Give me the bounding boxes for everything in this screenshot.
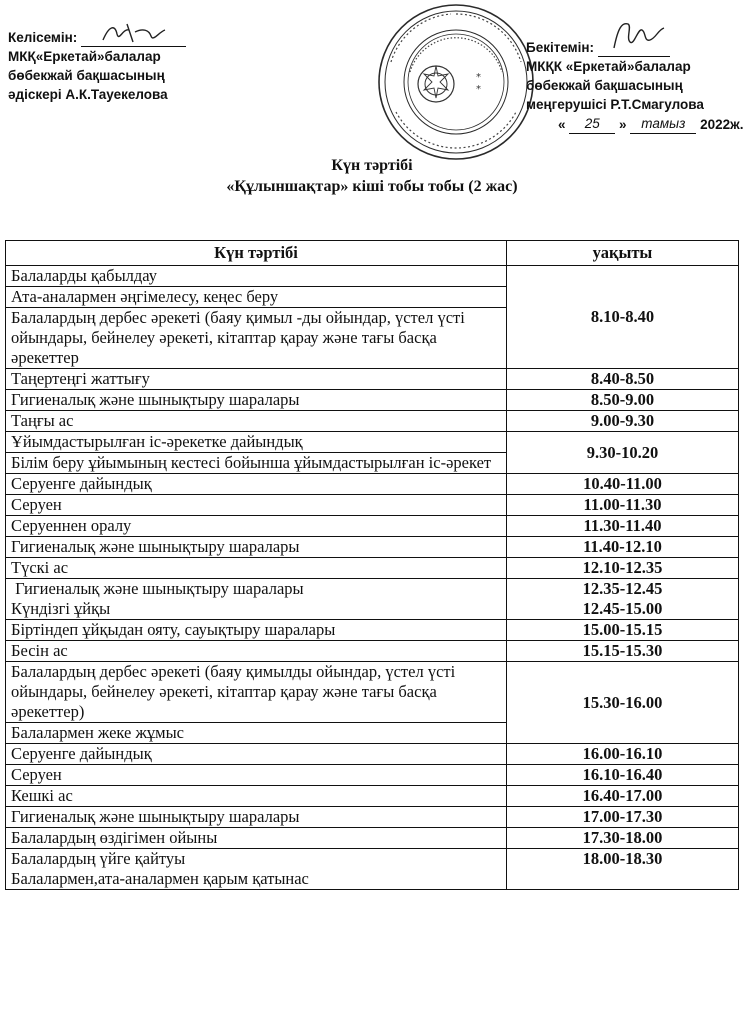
activity-cell: Ата-аналармен әңгімелесу, кеңес беру	[6, 287, 507, 308]
activity-line: Балалармен,ата-аналармен қарым қатынас	[11, 869, 309, 888]
date-year: 2022ж.	[700, 117, 744, 132]
time-cell: 11.40-12.10	[507, 537, 739, 558]
table-row	[6, 474, 739, 495]
time-cell: 17.00-17.30	[507, 807, 739, 828]
activity-cell: Серуенге дайындық	[6, 744, 507, 765]
director-name: меңгерушісі Р.Т.Смагулова	[526, 97, 704, 112]
activity-cell: Таңғы ас	[6, 411, 507, 432]
time-cell: 17.30-18.00	[507, 828, 739, 849]
activity-cell: Ұйымдастырылған іс-әрекетке дайындық	[6, 432, 507, 453]
table-row	[6, 579, 739, 620]
org-type-left: бөбекжай бақшасының	[8, 68, 165, 83]
activity-cell	[6, 579, 507, 620]
table-header-row	[6, 241, 739, 266]
activity-cell: Балалардың өздігімен ойыны	[6, 828, 507, 849]
time-cell: 16.10-16.40	[507, 765, 739, 786]
table-row	[6, 620, 739, 641]
page-title: Күн тәртібі	[331, 157, 413, 174]
time-cell: 10.40-11.00	[507, 474, 739, 495]
activity-cell: Балалардың дербес әрекеті (баяу қимылды ойындар, үстел үсті ойындары, бейнелеу әрекеті, кітаптар қарау және тағы басқа әрекеттер)	[6, 662, 507, 723]
activity-cell: Серуенге дайындық	[6, 474, 507, 495]
approval-right	[526, 38, 744, 134]
activity-cell: Серуен	[6, 495, 507, 516]
table-row	[6, 411, 739, 432]
table-row	[6, 369, 739, 390]
time-line: 12.35-12.45	[582, 579, 663, 598]
activity-cell: Серуен	[6, 765, 507, 786]
time-cell: 9.30-10.20	[507, 432, 739, 474]
svg-text:*: *	[476, 84, 481, 95]
table-row	[6, 558, 739, 579]
activity-cell: Балалармен жеке жұмыс	[6, 723, 507, 744]
svg-text:*: *	[476, 72, 481, 83]
time-cell: 16.40-17.00	[507, 786, 739, 807]
activity-cell: Біртіндеп ұйқыдан ояту, сауықтыру шаралары	[6, 620, 507, 641]
activity-cell: Гигиеналық және шынықтыру шаралары	[6, 390, 507, 411]
schedule-table	[5, 240, 739, 890]
activity-line: Гигиеналық және шынықтыру шаралары	[11, 579, 304, 598]
activity-cell	[6, 849, 507, 890]
activity-cell: Бесін ас	[6, 641, 507, 662]
signature-right	[608, 18, 668, 52]
date-month: тамыз	[641, 116, 686, 131]
table-row	[6, 432, 739, 453]
header-activity: Күн тәртібі	[6, 241, 507, 266]
agreed-label: Келісемін:	[8, 30, 78, 45]
methodist-name: әдіскері А.К.Тауекелова	[8, 87, 168, 102]
table-row	[6, 266, 739, 287]
activity-line: Балалардың үйге қайтуы	[11, 849, 186, 868]
activity-cell: Таңертеңгі жаттығу	[6, 369, 507, 390]
org-name-left: МКҚ«Еркетай»балалар	[8, 49, 161, 64]
time-cell: 9.00-9.30	[507, 411, 739, 432]
time-cell: 8.40-8.50	[507, 369, 739, 390]
org-name-right: МКҚК «Еркетай»балалар	[526, 59, 691, 74]
activity-line: Күндізгі ұйқы	[11, 599, 111, 618]
table-row	[6, 744, 739, 765]
approval-date: « 25 » тамыз 2022ж.	[558, 116, 744, 132]
table-row	[6, 495, 739, 516]
official-stamp	[376, 2, 536, 162]
header-time: уақыты	[507, 241, 739, 266]
table-row	[6, 807, 739, 828]
page-subtitle: «Құлыншақтар» кіші тобы тобы (2 жас)	[226, 178, 518, 195]
table-row	[6, 765, 739, 786]
table-row	[6, 516, 739, 537]
table-row	[6, 662, 739, 723]
table-row	[6, 390, 739, 411]
time-cell: 11.30-11.40	[507, 516, 739, 537]
activity-cell: Түскі ас	[6, 558, 507, 579]
activity-cell: Кешкі ас	[6, 786, 507, 807]
table-row	[6, 537, 739, 558]
time-line: 12.45-15.00	[582, 599, 663, 618]
time-cell: 8.10-8.40	[507, 266, 739, 369]
activity-cell: Гигиеналық және шынықтыру шаралары	[6, 807, 507, 828]
activity-cell: Балаларды қабылдау	[6, 266, 507, 287]
activity-cell: Білім беру ұйымының кестесі бойынша ұйымдастырылған іс-әрекет	[6, 453, 507, 474]
date-day: 25	[584, 116, 600, 131]
time-cell: 15.15-15.30	[507, 641, 739, 662]
table-row	[6, 641, 739, 662]
approve-label: Бекітемін:	[526, 40, 595, 55]
approval-left	[8, 28, 268, 104]
time-cell: 12.10-12.35	[507, 558, 739, 579]
activity-cell: Гигиеналық және шынықтыру шаралары	[6, 537, 507, 558]
time-cell: 18.00-18.30	[507, 849, 739, 890]
time-cell: 11.00-11.30	[507, 495, 739, 516]
table-row	[6, 828, 739, 849]
time-cell: 16.00-16.10	[507, 744, 739, 765]
time-cell	[507, 579, 739, 620]
table-row	[6, 849, 739, 890]
time-cell: 8.50-9.00	[507, 390, 739, 411]
activity-cell: Серуеннен оралу	[6, 516, 507, 537]
time-cell: 15.00-15.15	[507, 620, 739, 641]
activity-cell: Балалардың дербес әрекеті (баяу қимыл -ды ойындар, үстел үсті ойындары, бейнелеу әрекеті, кітаптар қарау және тағы басқа әрекеттер	[6, 308, 507, 369]
signature-line-left	[81, 30, 186, 47]
signature-left	[99, 20, 169, 46]
org-type-right: бөбекжай бақшасының	[526, 78, 683, 93]
time-cell: 15.30-16.00	[507, 662, 739, 744]
table-row	[6, 786, 739, 807]
signature-line-right	[598, 40, 670, 57]
